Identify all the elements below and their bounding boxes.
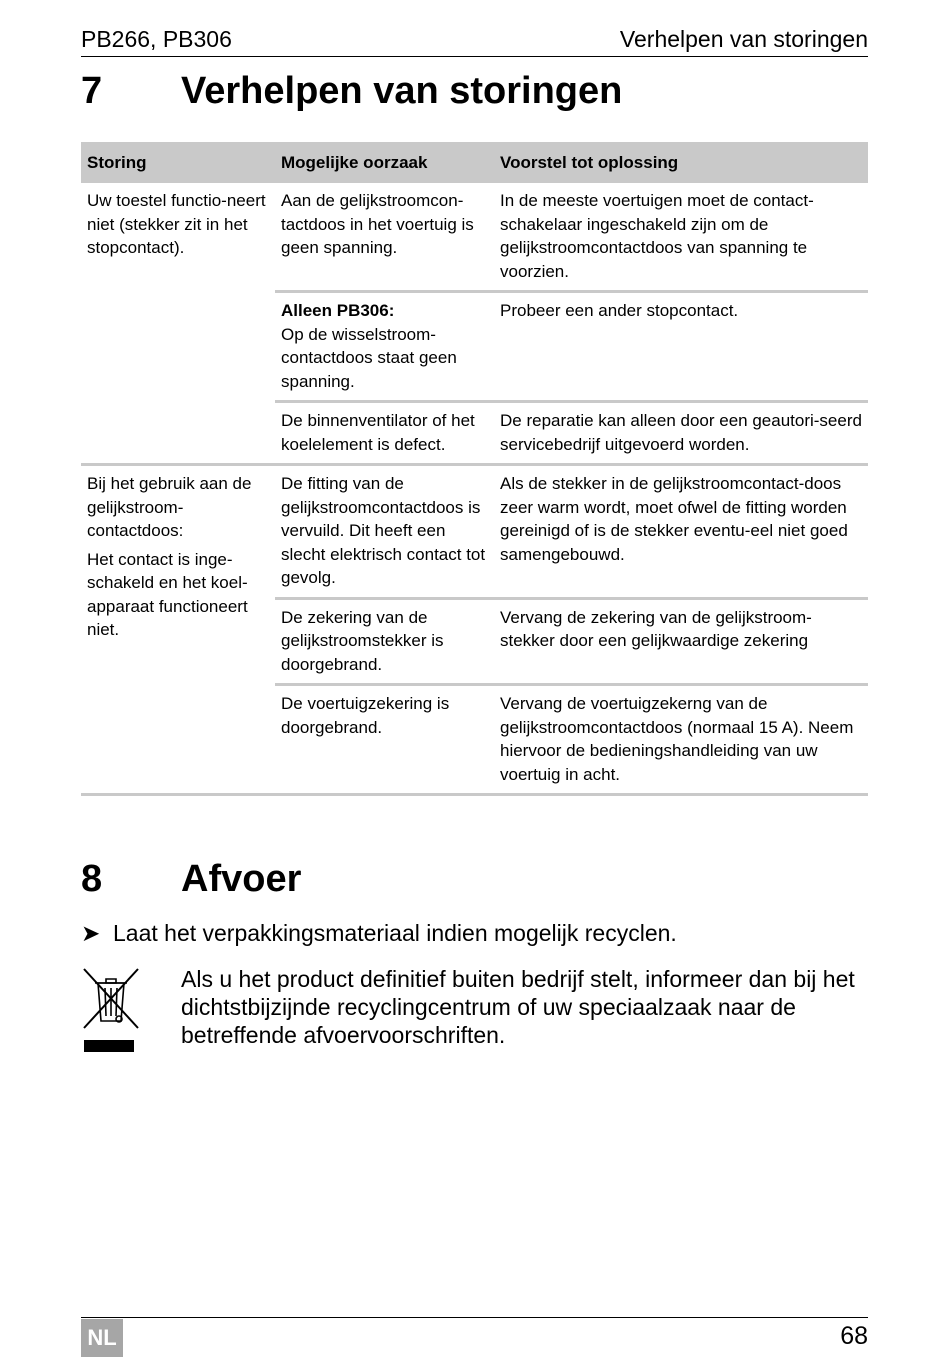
section-7-title: Verhelpen van storingen [181, 70, 623, 112]
cause-cell: De fitting van de gelijkstroomcontactdoos is vervuild. Dit heeft een slecht elektrisch contact tot gevolg. [275, 465, 494, 599]
section-7-number: 7 [81, 70, 103, 112]
page-header [81, 24, 868, 57]
cause-bold-label: Alleen PB306: [281, 301, 395, 320]
table-row [81, 465, 868, 599]
crossed-out-bin-icon [81, 966, 141, 1056]
solution-cell: Probeer een ander stopcontact. [494, 292, 868, 402]
column-header-storing: Storing [81, 142, 275, 183]
section-8-number: 8 [81, 858, 103, 900]
cause-cell: Aan de gelijkstroomcon-tactdoos in het voertuig is geen spanning. [275, 183, 494, 292]
storing-cell [81, 465, 275, 795]
table-row [81, 183, 868, 292]
cause-cell [275, 292, 494, 402]
section-8-title: Afvoer [181, 858, 302, 900]
storing-text-p1: Bij het gebruik aan de gelijkstroom-contactdoos: [87, 474, 252, 540]
solution-cell: De reparatie kan alleen door een geautori-seerd servicebedrijf uitgevoerd worden. [494, 402, 868, 465]
disposal-text: Als u het product definitief buiten bedrijf stelt, informeer dan bij het dichtstbijzijnde recyclingcentrum of uw speciaalzaak naar de betreffende afvoervoorschriften. [181, 966, 855, 1048]
cause-cell: De zekering van de gelijkstroomstekker is doorgebrand. [275, 598, 494, 685]
arrow-bullet-icon: ➤ [81, 920, 101, 946]
storing-text-p2: Het contact is inge-schakeld en het koel-apparaat functioneert niet. [87, 549, 248, 639]
cause-text: Op de wisselstroom-contactdoos staat geen spanning. [281, 324, 457, 391]
footer-divider [81, 1317, 868, 1318]
recycle-instruction-text: Laat het verpakkingsmateriaal indien mogelijk recyclen. [113, 920, 677, 946]
recycle-instruction [81, 920, 677, 947]
column-header-solution: Voorstel tot oplossing [494, 142, 868, 183]
column-header-cause: Mogelijke oorzaak [275, 142, 494, 183]
solution-cell: Vervang de zekering van de gelijkstroom-stekker door een gelijkwaardige zekering [494, 598, 868, 685]
page-number: 68 [840, 1322, 868, 1350]
troubleshooting-table [81, 142, 868, 796]
cause-cell: De binnenventilator of het koelelement is defect. [275, 402, 494, 465]
storing-cell: Uw toestel functio-neert niet (stekker zit in het stopcontact). [81, 183, 275, 465]
solution-cell: Vervang de voertuigzekerng van de gelijkstroomcontactdoos (normaal 15 A). Neem hiervoor de bedieningshandleiding van uw voertuig in acht. [494, 685, 868, 795]
solution-cell: In de meeste voertuigen moet de contact-schakelaar ingeschakeld zijn om de gelijkstroomcontactdoos van spanning te voorzien. [494, 183, 868, 292]
solution-cell: Als de stekker in de gelijkstroomcontact-doos zeer warm wordt, moet ofwel de fitting worden gereinigd of is de stekker eventu-eel niet goed samengebouwd. [494, 465, 868, 599]
cause-cell: De voertuigzekering is doorgebrand. [275, 685, 494, 795]
header-chapter: Verhelpen van storingen [619, 26, 868, 52]
table-header-row [81, 142, 868, 183]
language-tab: NL [81, 1319, 123, 1357]
header-product: PB266, PB306 [81, 26, 232, 52]
